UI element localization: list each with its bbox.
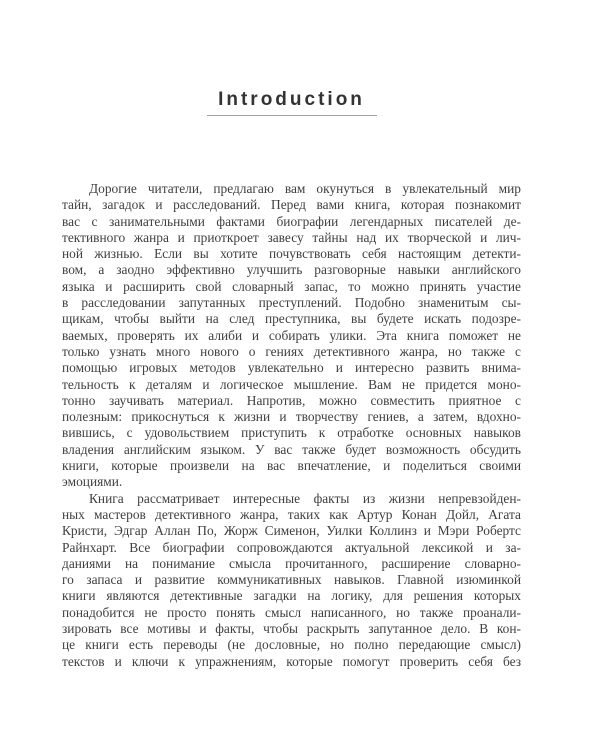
text-line: Дорогие читатели, предлагаю вам окунуться в увлекательный мир xyxy=(89,181,521,196)
text-line: полезным: прикоснуться к жизни и творчеству гениев, а затем, вдохно- xyxy=(62,409,521,425)
text-line: эмоциями. xyxy=(62,474,123,490)
title-underline xyxy=(207,115,377,116)
chapter-title: Introduction xyxy=(218,89,365,110)
text-line: помощью игровых методов увлекательно и интересно развить внима- xyxy=(62,360,521,376)
text-line: ной жизнью. Если вы хотите почувствовать себя настоящим детекти- xyxy=(62,246,521,262)
paragraph xyxy=(62,491,521,670)
text-line: владения английским языком. У вас также будет возможность обсудить xyxy=(62,441,521,457)
text-line: зировать все мотивы и факты, чтобы раскрыть запутанное дело. В кон- xyxy=(62,621,521,637)
text-line: це книги есть переводы (не дословные, но полно передающие смысл) xyxy=(62,637,521,653)
text-line: го запаса и развитие коммуникативных навыков. Главной изюминкой xyxy=(62,572,521,588)
text-line: тайн, загадок и расследований. Перед вами книга, которая познакомит xyxy=(62,197,521,213)
text-block xyxy=(62,181,521,670)
text-line: понадобится не просто понять смысл написанного, но также проанали- xyxy=(62,604,521,620)
text-line: вас с занимательными фактами биографии легендарных писателей де- xyxy=(62,213,521,229)
text-line: книги, которые произвели на вас впечатление, и поделиться своими xyxy=(62,458,521,474)
text-line: только узнать много нового о гениях детективного жанра, но также с xyxy=(62,343,521,359)
text-line: языка и расширить свой словарный запас, то можно принять участие xyxy=(62,278,521,294)
text-line: Райнхарт. Все биографии сопровождаются актуальной лексикой и за- xyxy=(62,539,521,555)
text-line: в расследовании запутанных преступлений. Подобно знаменитым сы- xyxy=(62,295,521,311)
chapter-header xyxy=(62,89,521,116)
text-line: ваемых, проверять их алиби и собирать улики. Эта книга поможет не xyxy=(62,327,521,343)
text-line: вившись, с удовольствием приступить к отработке основных навыков xyxy=(62,425,521,441)
text-line: книги являются детективные загадки на логику, для решения которых xyxy=(62,588,521,604)
text-line: даниями на понимание смысла прочитанного, расширение словарно- xyxy=(62,555,521,571)
paragraph xyxy=(62,181,521,491)
text-line: тонно заучивать материал. Напротив, можно совместить приятное с xyxy=(62,392,521,408)
text-line: Книга рассматривает интересные факты из жизни непревзойден- xyxy=(89,490,521,506)
text-line: текстов и ключи к упражнениям, которые помогут проверить себя без xyxy=(62,653,521,669)
text-line: Кристи, Эдгар Аллан По, Жорж Сименон, Уилки Коллинз и Мэри Робертс xyxy=(62,523,521,539)
text-line: ных мастеров детективного жанра, таких как Артур Конан Дойл, Агата xyxy=(62,506,521,522)
text-line: тельность к деталям и логическое мышление. Вам не придется моно- xyxy=(62,376,521,392)
text-line: щикам, чтобы выйти на след преступника, вы будете искать подозре- xyxy=(62,311,521,327)
text-line: вом, а заодно эффективно улучшить разговорные навыки английского xyxy=(62,262,521,278)
text-line: тективного жанра и приоткроет завесу тайны над их творческой и лич- xyxy=(62,229,521,245)
